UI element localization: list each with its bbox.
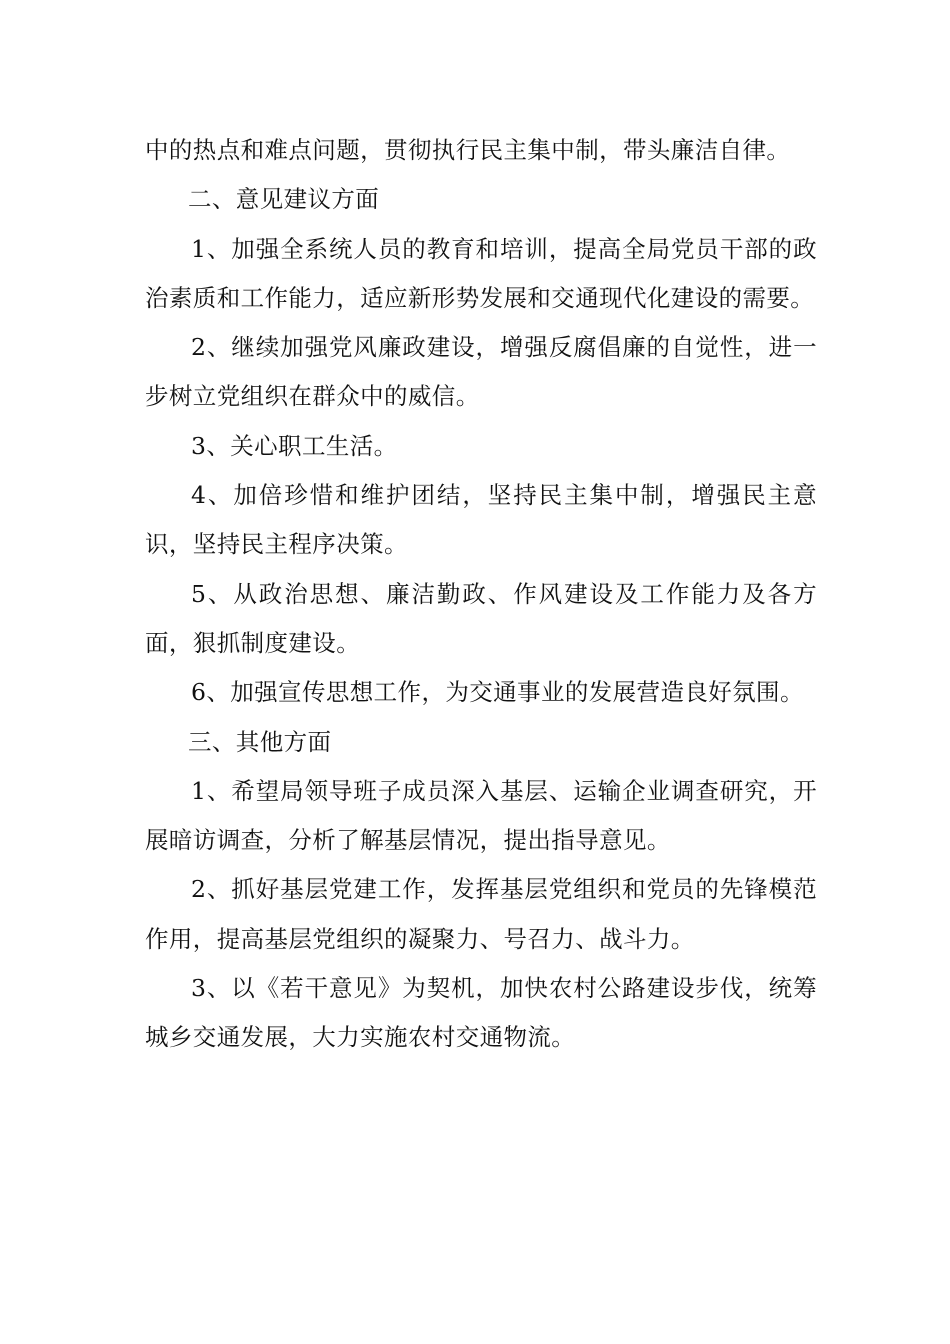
suggestion-item-3: 3、关心职工生活。 [191,431,398,460]
section-heading-other: 三、其他方面 [188,727,332,756]
paragraph-continuation: 中的热点和难点问题，贯彻执行民主集中制，带头廉洁自律。 [145,136,791,164]
suggestion-item-4: 4、加倍珍惜和维护团结，坚持民主集中制，增强民主意识，坚持民主程序决策。 [145,481,817,559]
suggestion-item-6: 6、加强宣传思想工作，为交通事业的发展营造良好氛围。 [191,678,804,707]
other-item-3: 3、以《若干意见》为契机，加快农村公路建设步伐，统筹城乡交通发展，大力实施农村交通物流。 [145,974,817,1052]
document-body [145,126,817,1063]
section-heading-suggestions: 二、意见建议方面 [188,185,380,214]
suggestion-item-5: 5、从政治思想、廉洁勤政、作风建设及工作能力及各方面，狠抓制度建设。 [145,579,817,657]
other-item-1: 1、希望局领导班子成员深入基层、运输企业调查研究，开展暗访调查，分析了解基层情况，提出指导意见。 [145,776,817,855]
other-item-2: 2、抓好基层党建工作，发挥基层党组织和党员的先锋模范作用，提高基层党组织的凝聚力、号召力、战斗力。 [145,875,817,953]
suggestion-item-2: 2、继续加强党风廉政建设，增强反腐倡廉的自觉性，进一步树立党组织在群众中的威信。 [145,333,817,411]
suggestion-item-1: 1、加强全系统人员的教育和培训，提高全局党员干部的政治素质和工作能力，适应新形势发展和交通现代化建设的需要。 [145,234,817,312]
